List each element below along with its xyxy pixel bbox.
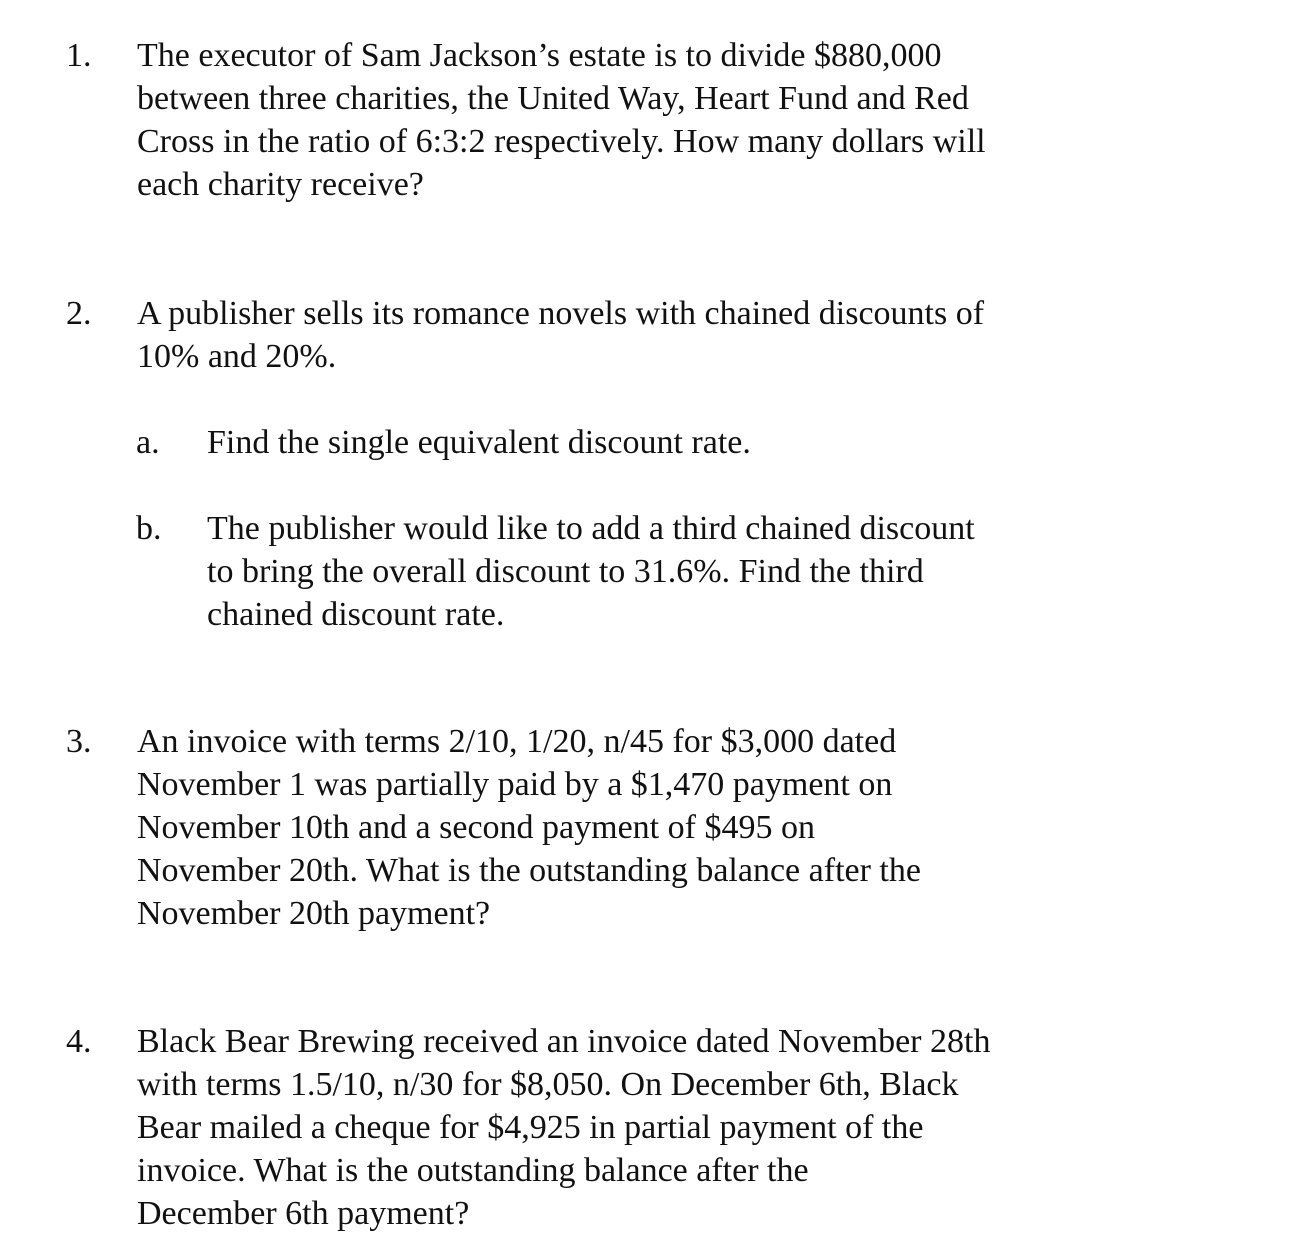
part-text: Find the single equivalent discount rate. [207, 424, 751, 461]
question-text: The executor of Sam Jackson’s estate is to divide $880,000 between three charities, the United Way, Heart Fund and Red Cross in the ratio of 6:3:2 respectively. How many dollars will each charity receive? [137, 37, 986, 203]
question-number: 4. [66, 1023, 92, 1060]
question-text: Black Bear Brewing received an invoice dated November 28th with terms 1.5/10, n/30 for $8,050. On December 6th, Black Bear mailed a cheque for $4,925 in partial payment of the invoice. What is the outstanding balance after the December 6th payment? [137, 1023, 991, 1232]
part-text: The publisher would like to add a third chained discount to bring the overall discount to 31.6%. Find the third chained discount rate. [207, 510, 975, 633]
part-letter: a. [136, 424, 160, 461]
question-number: 1. [66, 37, 92, 74]
question-number: 3. [66, 723, 92, 760]
question-text: A publisher sells its romance novels with chained discounts of 10% and 20%. [137, 295, 985, 375]
question-text: An invoice with terms 2/10, 1/20, n/45 for $3,000 dated November 1 was partially paid by a $1,470 payment on November 10th and a second payment of $495 on November 20th. What is the outstanding balance after the November 20th payment? [137, 723, 921, 932]
question-number: 2. [66, 295, 92, 332]
part-letter: b. [136, 510, 162, 547]
